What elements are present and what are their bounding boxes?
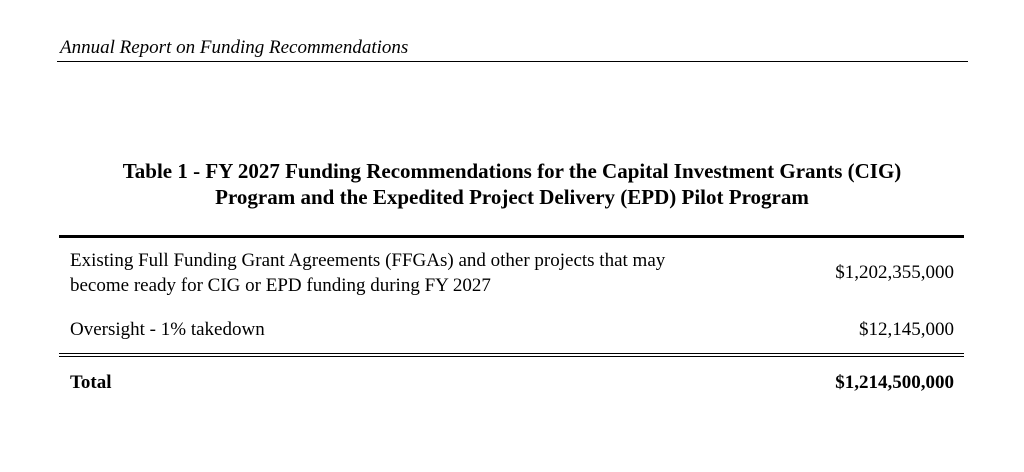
table-caption-line-1: Table 1 - FY 2027 Funding Recommendations for the Capital Investment Grants (CIG) [122,159,902,183]
running-header: Annual Report on Funding Recommendations [60,37,409,58]
row-label: Oversight - 1% takedown [70,319,265,340]
total-amount: $1,214,500,000 [835,372,954,393]
table-top-rule [59,235,964,238]
row-label-line-1: Existing Full Funding Grant Agreements (FFGAs) and other projects that may [70,250,666,271]
table-row-oversight [70,317,954,343]
row-label [70,248,665,298]
table-total-rule [59,353,964,357]
table-row-total [70,370,954,396]
table-caption-line-2: Program and the Expedited Project Delivery (EPD) Pilot Program [215,185,809,209]
table-row-ffga [70,248,954,300]
table-caption [60,158,964,210]
row-label-line-2: become ready for CIG or EPD funding during FY 2027 [70,275,491,296]
row-amount: $12,145,000 [859,319,954,340]
header-rule [57,61,968,62]
row-amount: $1,202,355,000 [835,262,954,283]
total-label: Total [70,372,112,393]
